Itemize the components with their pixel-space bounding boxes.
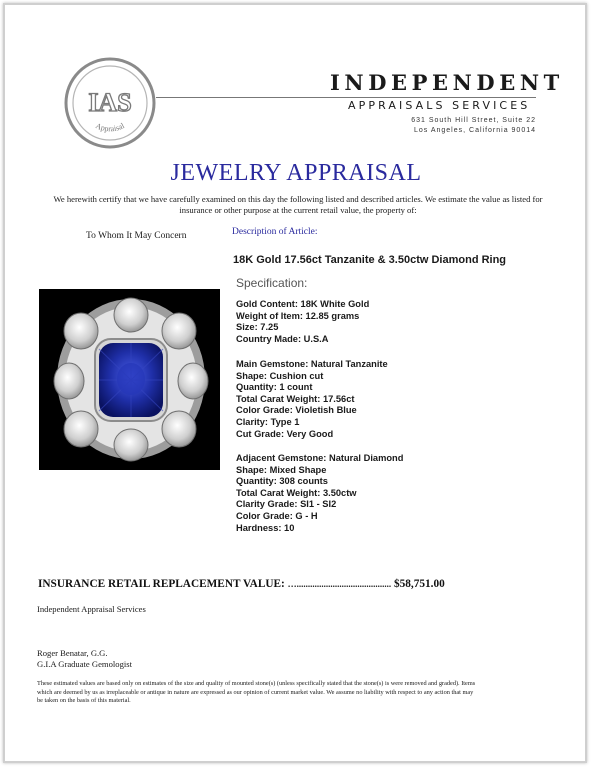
certification-text: We herewith certify that we have carefully examined on this day the following listed and described articles. We estimate the value as listed for insurance or other purpose at the current retail value, the property of: [53, 194, 543, 215]
spec-line: Main Gemstone: Natural Tanzanite [236, 359, 388, 369]
spec-line: Shape: Mixed Shape [236, 464, 327, 475]
insurance-amount: $58,751.00 [393, 578, 445, 590]
address-line-2: Los Angeles, California 90014 [413, 127, 536, 134]
header-rule [156, 97, 536, 98]
spec-group-adjacent-gem [236, 453, 403, 534]
disclaimer: These estimated values are based only on estimates of the size and quality of mounted stone(s) (unless specifically stated that the stone(s) is were removed and graded). Items which are deemed by us as irreplaceable or antique in nature are expressed as our opinion of current market value. We assume no liability with respect to any action that may be taken on the basis of this material. [37, 680, 476, 705]
ias-logo [64, 57, 156, 149]
ring-photo [39, 289, 220, 470]
spec-line: Color Grade: G - H [236, 510, 318, 521]
item-title: 18K Gold 17.56ct Tanzanite & 3.50ctw Diamond Ring [233, 254, 507, 266]
specification-heading: Specification: [236, 276, 308, 290]
spec-line: Quantity: 1 count [236, 382, 313, 393]
leader-dots: ….......................................... [287, 579, 392, 589]
logo-arc-text: Appraisal [94, 121, 126, 134]
insurance-value [38, 578, 445, 590]
insurance-label: INSURANCE RETAIL REPLACEMENT VALUE: [38, 578, 285, 590]
spec-line: Hardness: 10 [236, 522, 295, 533]
spec-line: Color Grade: Violetish Blue [236, 405, 357, 416]
spec-group-main-gem [236, 359, 388, 440]
description-label: Description of Article: [232, 227, 318, 237]
spec-line: Clarity: Type 1 [236, 416, 300, 427]
spec-line: Total Carat Weight: 17.56ct [236, 393, 355, 404]
logo-text: IAS [88, 88, 132, 117]
spec-line: Size: 7.25 [236, 322, 279, 333]
company-subtitle: APPRAISALS SERVICES [348, 99, 531, 112]
spec-line: Gold Content: 18K White Gold [236, 299, 370, 309]
company-name: INDEPENDENT [330, 70, 564, 95]
signer-name: Roger Benatar, G.G. [37, 648, 108, 658]
spec-line: Weight of Item: 12.85 grams [236, 310, 360, 321]
spec-line: Adjacent Gemstone: Natural Diamond [236, 453, 404, 463]
spec-group-metal [236, 299, 369, 345]
page-title: JEWELRY APPRAISAL [170, 160, 422, 186]
signer-title: G.I.A Graduate Gemologist [37, 659, 132, 669]
spec-line: Country Made: U.S.A [236, 333, 329, 344]
spec-line: Shape: Cushion cut [236, 370, 324, 381]
spec-line: Quantity: 308 counts [236, 476, 328, 487]
footer-company: Independent Appraisal Services [37, 604, 146, 614]
spec-line: Cut Grade: Very Good [236, 428, 334, 439]
recipient: To Whom It May Concern [86, 231, 187, 241]
spec-line: Total Carat Weight: 3.50ctw [236, 487, 357, 498]
spec-line: Clarity Grade: SI1 - SI2 [236, 499, 337, 510]
address-line-1: 631 South Hill Street, Suite 22 [411, 117, 536, 124]
